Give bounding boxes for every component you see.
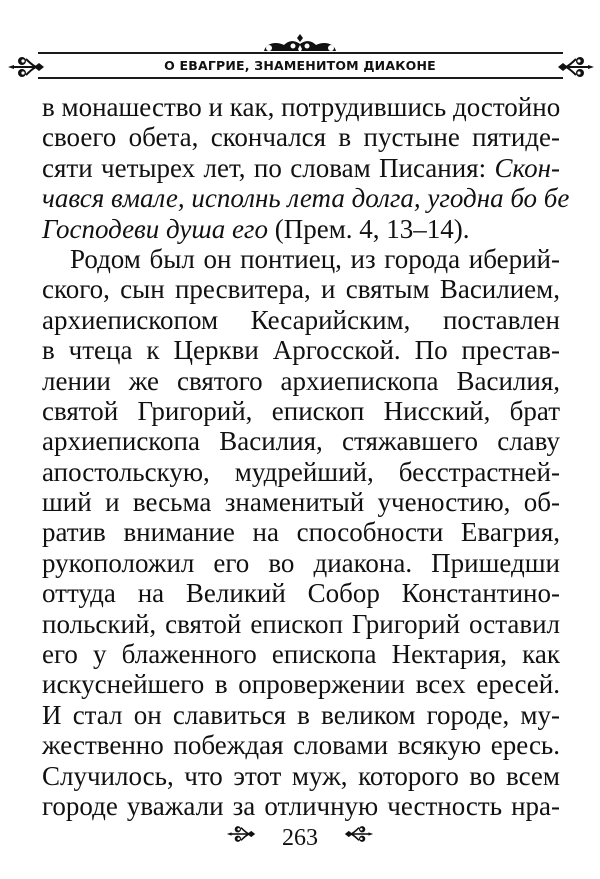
text-line — [42, 183, 570, 214]
text-run: И стал он славиться в великом городе, му- — [42, 699, 560, 730]
text-line — [42, 761, 560, 791]
running-head-title: О ЕВАГРИЕ, ЗНАМЕНИТОМ ДИАКОНЕ — [164, 58, 436, 73]
text-run: архиепископа Василия, стяжавшего славу — [42, 426, 560, 457]
text-run: лении же святого архиепископа Василия, — [42, 365, 560, 396]
text-line — [42, 244, 560, 274]
text-run: Случилось, что этот муж, которого во всем — [42, 760, 560, 791]
fleuron-left-icon — [224, 823, 258, 853]
text-line — [42, 335, 560, 365]
text-line — [42, 122, 560, 152]
text-run: в чтеца к Церкви Аргосской. По престав- — [42, 335, 560, 366]
text-line — [42, 548, 560, 578]
text-run: ший и весьма знаменитый ученостию, об- — [42, 487, 560, 518]
text-run: святой Григорий, епископ Нисский, брат — [42, 395, 560, 426]
italic-quote: Скон- — [494, 152, 560, 183]
text-line — [42, 457, 560, 487]
text-run: рукоположил его во диакона. Пришедши — [42, 547, 560, 578]
text-line — [42, 366, 560, 396]
body-text — [42, 92, 570, 821]
text-run: Родом был он понтиец, из города иберий- — [70, 243, 560, 274]
header-rule-bottom — [38, 77, 563, 79]
text-run: городе уважали за отличную честность нра- — [42, 790, 560, 821]
text-line — [42, 153, 560, 183]
text-line — [42, 791, 560, 821]
text-run: апостольскую, мудрейший, бесстрастней- — [42, 456, 560, 487]
page-number: 263 — [282, 825, 318, 852]
text-line — [42, 92, 560, 122]
text-line — [42, 639, 560, 669]
text-run: оттуда на Великий Собор Константино- — [42, 578, 560, 609]
text-run: сяти четырех лет, по словам Писания: — [42, 152, 495, 183]
header-rule-top — [38, 52, 563, 54]
text-line — [42, 730, 560, 760]
italic-quote: Господеви душа его — [42, 213, 268, 244]
text-line — [42, 487, 560, 517]
text-run: ратив внимание на способности Евагрия, — [42, 517, 560, 548]
text-run: в монашество и как, потрудившись достойно — [42, 92, 561, 122]
text-line — [42, 578, 560, 608]
running-head — [0, 0, 600, 90]
text-run: своего обета, скончался в пустыне пятиде- — [42, 122, 560, 153]
text-line — [42, 700, 560, 730]
text-run: польский, святой епископ Григорий оставил — [42, 608, 560, 639]
text-run: его у блаженного епископа Нектария, как — [42, 639, 560, 670]
text-run: искуснейшего в опровержении всех ересей. — [42, 669, 560, 700]
text-line — [42, 274, 560, 304]
fleuron-right-icon — [342, 823, 376, 853]
text-line — [42, 214, 560, 244]
text-run: архиепископом Кесарийским, поставлен — [42, 304, 560, 335]
text-line — [42, 517, 560, 547]
text-line — [42, 426, 560, 456]
italic-quote: чався вмале, исполнь лета долга, угодна бо бе — [42, 183, 570, 214]
text-line — [42, 609, 560, 639]
text-run: ского, сын пресвитера, и святым Василием, — [42, 274, 560, 305]
text-run: жественно побеждая словами всякую ересь. — [42, 730, 560, 761]
text-line — [42, 396, 560, 426]
page-footer — [0, 822, 600, 853]
text-line — [42, 305, 560, 335]
text-run: (Прем. 4, 13–14). — [267, 213, 470, 244]
text-line — [42, 669, 560, 699]
